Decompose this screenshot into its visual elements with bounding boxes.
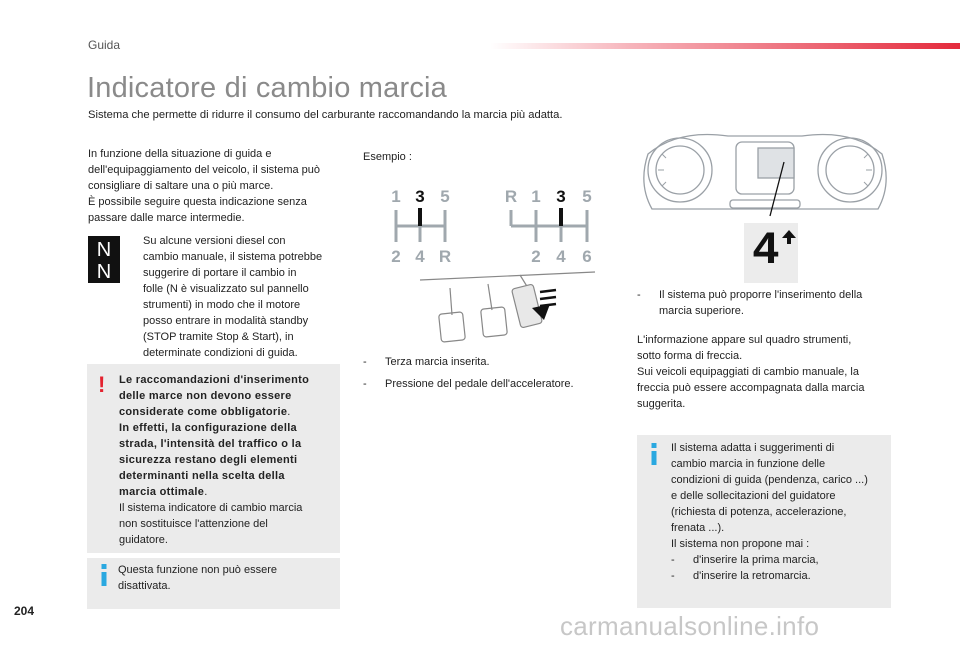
list-item: - Pressione del pedale dell'acceleratore. [363, 378, 574, 390]
info-box-deactivate [87, 558, 340, 609]
section-label: Guida [88, 38, 121, 52]
warning-icon: ! [98, 372, 106, 397]
info-icon [649, 443, 659, 470]
suggested-gear-display: 4 [752, 225, 780, 277]
intro-paragraph: In funzione della situazione di guida e dell'equipaggiamento del veicolo, il sistema può consigliare di saltare una o più marce. È possibile seguire questa indicazione senza passare dalle marce intermedie. [88, 148, 321, 224]
watermark: carmanualsonline.info [560, 611, 820, 641]
gear-label: 6 [582, 247, 592, 266]
gear-label: 1 [531, 187, 541, 206]
info-text: Il sistema adatta i suggerimenti di cambio marcia in funzione delle condizioni di guida (pendenza, carico ...) e delle sollecitazioni del guidatore (richiesta di potenza, accelerazione, frenata ...). Il sistema non propone mai : - d'inserire la prima marcia, - d'inserire la retromarcia. [671, 440, 887, 584]
diesel-paragraph: Su alcune versioni diesel con cambio manuale, il sistema potrebbe suggerire di portare il cambio in folle (N è visualizzato sul pannello strumenti) in modo che il motore posso entrare in modalità standby (STOP tramite Stop & Start), in determinate condizioni di guida. [143, 235, 323, 359]
gear-label: R [504, 187, 518, 206]
shift-up-arrow-icon [782, 230, 796, 257]
header-accent-bar [490, 43, 960, 49]
gear-label: 4 [556, 247, 566, 266]
page-number: 204 [14, 604, 35, 618]
right-paragraph: L'informazione appare sul quadro strumenti, sotto forma di freccia. Sui veicoli equipaggiati di cambio manuale, la freccia può essere accompagnata dalla marcia suggerita. [637, 334, 865, 410]
info-text: Questa funzione non può essere disattivata. [118, 564, 278, 592]
page-subtitle: Sistema che permette di ridurre il consumo del carburante raccomandando la marcia più adatta. [88, 109, 563, 121]
instrument-cluster-illustration [638, 124, 892, 299]
neutral-symbol-bottom: N [96, 261, 112, 283]
warning-text: Le raccomandazioni d'inserimento delle marce non devono essere considerate come obbligatorie. In effetti, la configurazione della strada, l'intensità del traffico o la sicurezza restano degli elementi determinanti nella scelta della marcia ottimale. Il sistema indicatore di cambio marcia non sostituisce l'attenzione del guidatore. [119, 374, 310, 546]
middle-list [363, 354, 574, 392]
info-icon [99, 564, 109, 591]
list-item: - d'inserire la retromarcia. [671, 570, 811, 582]
gear-label: 1 [391, 187, 401, 206]
gearbox-illustration [380, 180, 620, 355]
info-box-adapt [637, 435, 891, 608]
list-item: - d'inserire la prima marcia, [671, 554, 819, 566]
list-item: - Il sistema può proporre l'inserimento della [637, 289, 863, 301]
gear-label: 4 [415, 247, 425, 266]
warning-box [87, 364, 340, 553]
neutral-gear-icon [88, 236, 120, 283]
page-title: Indicatore di cambio marcia [87, 72, 447, 104]
gear-label: 5 [440, 187, 450, 206]
gear-label-active: 3 [415, 187, 425, 206]
gear-label: R [438, 247, 452, 266]
gear-label: 5 [582, 187, 592, 206]
neutral-symbol-top: N [96, 239, 112, 261]
list-item: - Terza marcia inserita. [363, 356, 490, 368]
gear-label: 2 [531, 247, 541, 266]
example-label: Esempio : [363, 151, 412, 163]
gear-label-active: 3 [556, 187, 566, 206]
gear-label: 2 [391, 247, 401, 266]
right-list: - Il sistema può proporre l'inserimento della marcia superiore. [637, 287, 897, 319]
